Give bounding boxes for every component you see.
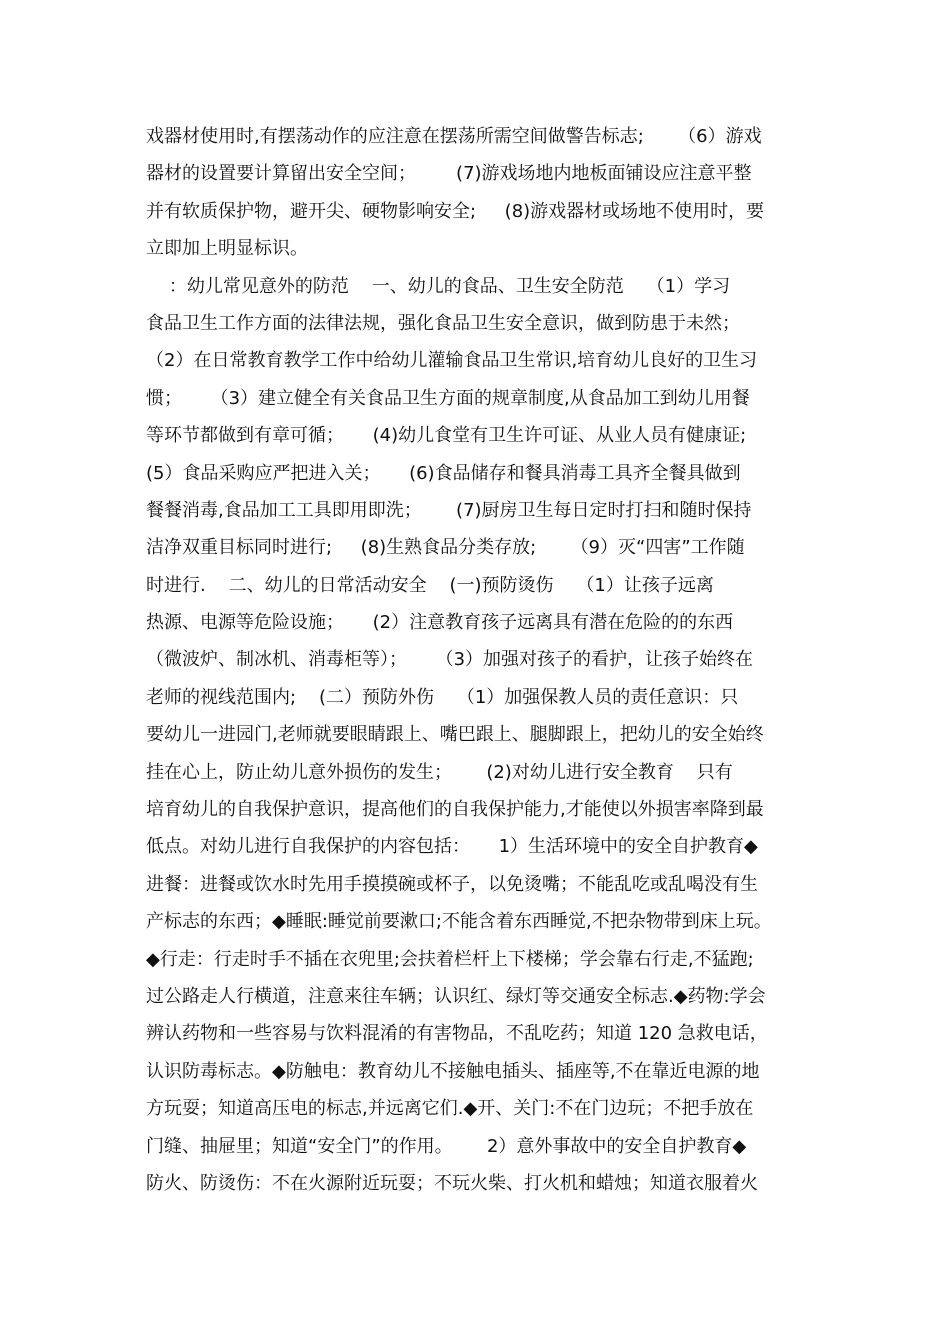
text-line: 立即加上明显标识。: [146, 238, 308, 260]
text-line: 产标志的东西；◆睡眠:睡觉前要漱口;不能含着东西睡觉,不把杂物带到床上玩。: [146, 911, 772, 933]
text-line: 辨认药物和一些容易与饮料混淆的有害物品，不乱吃药；知道 120 急救电话，: [146, 1023, 768, 1045]
text-line: 挂在心上，防止幼儿意外损伤的发生； (2)对幼儿进行安全教育 只有: [146, 761, 733, 783]
text-line: 过公路走人行横道，注意来往车辆；认识红、绿灯等交通安全标志.◆药物:学会: [146, 985, 766, 1007]
text-line: 防火、防烫伤：不在火源附近玩耍；不玩火柴、打火机和蜡烛；知道衣服着火: [146, 1172, 758, 1194]
text-line: ：幼儿常见意外的防范 一、幼儿的食品、卫生安全防范 （1）学习: [146, 275, 731, 297]
text-line: 戏器材使用时,有摆荡动作的应注意在摆荡所需空间做警告标志; （6）游戏: [146, 126, 762, 147]
text-line: 要幼儿一进园门,老师就要眼睛跟上、嘴巴跟上、腿脚跟上，把幼儿的安全始终: [146, 724, 764, 746]
text-line: （2）在日常教育教学工作中给幼儿灌输食品卫生常识,培育幼儿良好的卫生习: [146, 350, 758, 372]
text-line: 热源、电源等危险设施； (2）注意教育孩子远离具有潜在危险的的东西: [146, 612, 734, 634]
text-line: 惯； （3）建立健全有关食品卫生方面的规章制度,从食品加工到幼儿用餐: [146, 387, 750, 409]
text-line: 餐餐消毒,食品加工工具即用即洗； (7)厨房卫生每日定时打扫和随时保持: [146, 499, 752, 521]
text-line: 洁净双重目标同时进行; (8)生熟食品分类存放; （9）灭“四害”工作随: [146, 537, 745, 559]
text-line: 门缝、抽屉里；知道“安全门”的作用。 2）意外事故中的安全自护教育◆: [146, 1135, 747, 1157]
text-line: 器材的设置要计算留出安全空间； (7)游戏场地内地板面铺设应注意平整: [146, 163, 752, 185]
text-line: （微波炉、制冰机、消毒柜等）； （3）加强对孩子的看护，让孩子始终在: [146, 649, 754, 671]
text-line: 进餐：进餐或饮水时先用手摸摸碗或杯子，以免烫嘴；不能乱吃或乱喝没有生: [146, 873, 758, 895]
text-line: 低点。对幼儿进行自我保护的内容包括： 1）生活环境中的安全自护教育◆: [146, 836, 758, 858]
body-text: [146, 118, 826, 1202]
text-line: 老师的视线范围内; (二）预防外伤 （1）加强保教人员的责任意识：只: [146, 686, 739, 708]
text-line: 培育幼儿的自我保护意识，提高他们的自我保护能力,才能使以外损害率降到最: [146, 799, 764, 821]
text-line: 并有软质保护物，避开尖、硬物影响安全; (8)游戏器材或场地不使用时，要: [146, 200, 765, 222]
text-line: 食品卫生工作方面的法律法规，强化食品卫生安全意识，做到防患于未然；: [146, 312, 740, 334]
text-line: 等环节都做到有章可循； (4)幼儿食堂有卫生许可证、从业人员有健康证;: [146, 425, 747, 447]
text-line: 时进行. 二、幼儿的日常活动安全 (一)预防烫伤 （1）让孩子远离: [146, 574, 714, 596]
text-line: ◆行走：行走时手不插在衣兜里;会扶着栏杆上下楼梯；学会靠右行走,不猛跑;: [146, 948, 754, 970]
text-line: (5）食品采购应严把进入关； (6)食品储存和餐具消毒工具齐全餐具做到: [146, 462, 741, 484]
text-line: 认识防毒标志。◆防触电：教育幼儿不接触电插头、插座等,不在靠近电源的地: [146, 1060, 760, 1082]
text-line: 方玩耍；知道高压电的标志,并远离它们.◆开、关门:不在门边玩；不把手放在: [146, 1098, 754, 1120]
